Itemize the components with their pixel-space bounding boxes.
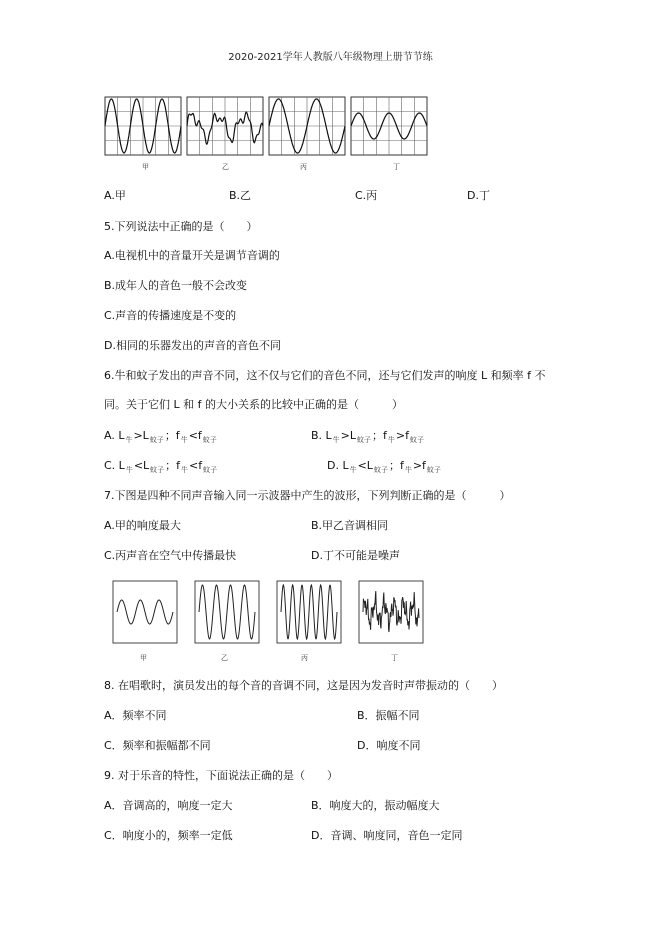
q9-option-c: C．响度小的，频率一定低 (104, 829, 233, 842)
q9-option-b: B．响度大的，振动幅度大 (311, 799, 440, 812)
waveform-figure-2 (112, 580, 442, 650)
waveform-figure-1 (104, 96, 434, 176)
q8-option-c: C．频率和振幅都不同 (104, 739, 211, 752)
q5-option-c: C.声音的传播速度是不变的 (104, 309, 237, 322)
q6-option-c: C. $L_牛<L_{蚊子}$；$f_牛<f_{蚊子}$ (104, 459, 218, 474)
q8-option-d: D．响度不同 (357, 739, 421, 752)
q6-stem-line1: 6.牛和蚊子发出的声音不同，这不仅与它们的音色不同，还与它们发声的响度 L 和频率 f 不 (104, 369, 546, 382)
q4-option-a: A.甲 (104, 189, 126, 202)
q6-stem-line2: 同。关于它们 L 和 f 的大小关系的比较中正确的是（ ） (104, 398, 403, 411)
q7-option-b: B.甲乙音调相同 (311, 519, 389, 532)
fig1-label-yi: 乙 (222, 163, 229, 171)
q5-option-b: B.成年人的音色一般不会改变 (104, 279, 248, 292)
q7-stem: 7.下图是四种不同声音输入同一示波器中产生的波形，下列判断正确的是（ ） (104, 489, 511, 502)
page-header: 2020-2021学年人教版八年级物理上册节节练 (228, 52, 433, 63)
q9-option-d: D．音调、响度同，音色一定同 (311, 829, 463, 842)
fig2-label-ding: 丁 (391, 654, 398, 662)
q5-option-a: A.电视机中的音量开关是调节音调的 (104, 249, 280, 262)
q7-option-a: A.甲的响度最大 (104, 519, 181, 532)
q4-option-c: C.丙 (355, 189, 378, 202)
q6-option-b: B. $L_牛>L_{蚊子}$；$f_牛>f_{蚊子}$ (311, 429, 424, 444)
q6-option-a: A. $L_牛>L_{蚊子}$；$f_牛<f_{蚊子}$ (104, 429, 217, 444)
fig1-label-jia: 甲 (142, 163, 149, 171)
q4-option-d: D.丁 (467, 189, 490, 202)
q8-stem: 8. 在唱歌时，演员发出的每个音的音调不同，这是因为发音时声带振动的（ ） (104, 679, 503, 692)
fig2-label-bing: 丙 (301, 654, 308, 662)
q8-option-b: B．振幅不同 (357, 709, 420, 722)
q5-stem: 5.下列说法中正确的是（ ） (104, 220, 258, 233)
q7-option-c: C.丙声音在空气中传播最快 (104, 549, 237, 562)
q9-option-a: A．音调高的，响度一定大 (104, 799, 233, 812)
fig1-label-ding: 丁 (393, 163, 400, 171)
q6-option-d: D. $L_牛<L_{蚊子}$；$f_牛>f_{蚊子}$ (327, 459, 441, 474)
fig1-label-bing: 丙 (300, 163, 307, 171)
q9-stem: 9. 对于乐音的特性，下面说法正确的是（ ） (104, 769, 338, 782)
q8-option-a: A．频率不同 (104, 709, 167, 722)
q5-option-d: D.相同的乐器发出的声音的音色不同 (104, 339, 281, 352)
fig2-label-yi: 乙 (221, 654, 228, 662)
fig2-label-jia: 甲 (140, 654, 147, 662)
q4-option-b: B.乙 (229, 189, 252, 202)
q7-option-d: D.丁不可能是噪声 (311, 549, 400, 562)
